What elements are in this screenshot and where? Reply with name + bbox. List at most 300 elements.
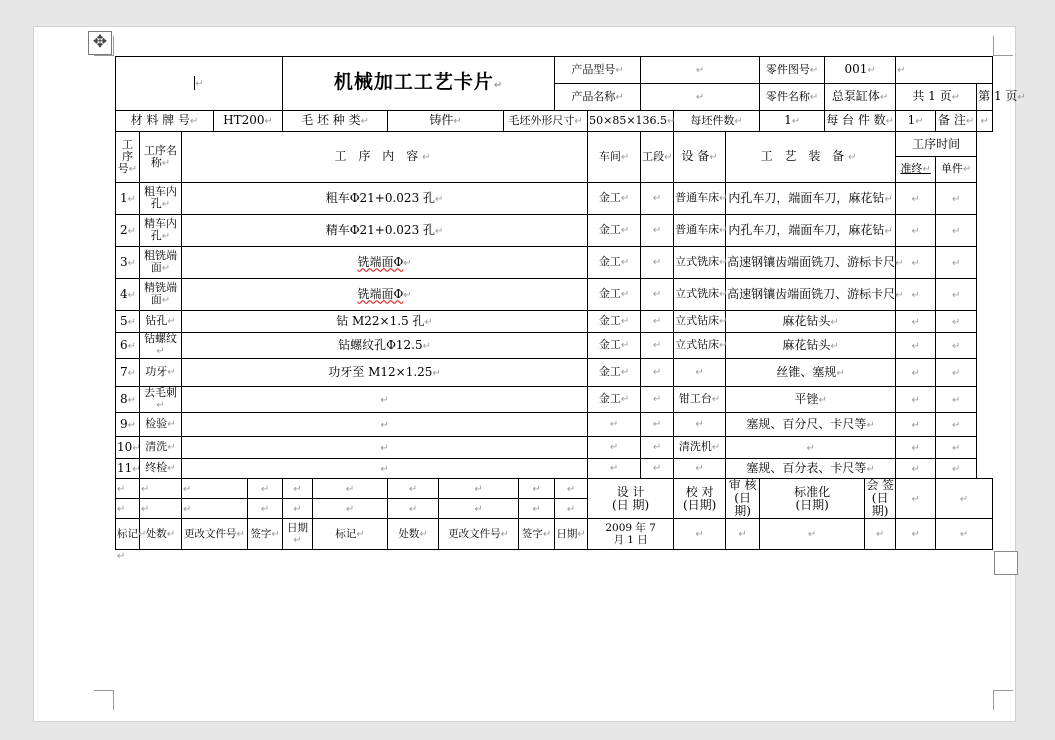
paragraph-mark: ↵: [380, 463, 389, 475]
paragraph-mark: ↵: [719, 193, 728, 204]
op-content-text: 钻 M22×1.5 孔: [336, 313, 425, 328]
footer-blank-19[interactable]: ↵: [388, 499, 439, 519]
product-model-value[interactable]: ↵: [641, 57, 760, 84]
op-content-text: 钻螺纹孔Φ12.5: [338, 337, 423, 352]
paragraph-mark: ↵: [695, 367, 704, 378]
footer-blank-17[interactable]: ↵: [283, 499, 313, 519]
op-workshop[interactable]: [588, 359, 641, 387]
paragraph-mark: ↵: [652, 394, 662, 405]
op-name[interactable]: [140, 183, 182, 215]
operation-row: [116, 459, 993, 479]
paragraph-mark: ↵: [167, 419, 176, 430]
op-no-text: 9: [119, 416, 128, 431]
material-value[interactable]: HT200↵: [214, 111, 283, 132]
op-workshop[interactable]: [588, 215, 641, 247]
op-unit-time[interactable]: [936, 437, 977, 459]
op-tooling[interactable]: [726, 459, 896, 479]
op-equipment[interactable]: [674, 413, 726, 437]
footer-blank-7[interactable]: ↵: [388, 479, 439, 499]
paragraph-mark: ↵: [380, 419, 389, 431]
paragraph-mark: ↵: [652, 367, 662, 378]
paragraph-mark: ↵: [695, 419, 704, 430]
paragraph-mark: ↵: [127, 340, 136, 352]
product-name-label: 产品名称↵: [555, 84, 641, 111]
paragraph-mark: ↵: [620, 193, 630, 204]
op-unit-time[interactable]: [936, 247, 977, 279]
op-workshop[interactable]: [588, 413, 641, 437]
paragraph-mark: ↵: [609, 463, 619, 474]
design-label: 设 计 (日 期): [588, 479, 674, 519]
paragraph-mark: ↵: [951, 394, 961, 406]
op-equipment[interactable]: [674, 333, 726, 359]
paragraph-mark: ↵: [911, 367, 920, 379]
footer-blank-23[interactable]: ↵: [896, 519, 936, 550]
col-tooling: 工 艺 装 备↵: [726, 132, 896, 183]
op-content-text: 铣端面Φ: [357, 254, 404, 269]
op-tooling[interactable]: [726, 247, 904, 279]
op-content[interactable]: [182, 311, 588, 333]
op-name[interactable]: [140, 359, 182, 387]
op-workshop-text: 金工: [598, 392, 621, 405]
op-section[interactable]: [641, 413, 674, 437]
op-equipment[interactable]: [674, 311, 726, 333]
footer-blank-20[interactable]: ↵: [439, 499, 519, 519]
page-number: 第 1 页↵: [977, 84, 993, 111]
op-content[interactable]: [182, 459, 588, 479]
op-equipment[interactable]: [674, 459, 726, 479]
operation-row: [116, 183, 993, 215]
op-section[interactable]: [641, 359, 674, 387]
op-name-text: 粗铣端面: [144, 249, 177, 274]
logo-cell[interactable]: ↵: [116, 57, 283, 111]
col-prep-time: 准终↵: [896, 157, 936, 183]
design-date[interactable]: 2009 年 7 月 1 日: [588, 519, 674, 550]
op-name-text: 去毛刺: [144, 386, 177, 399]
remark-value[interactable]: ↵: [977, 111, 993, 132]
crop-mark-bottom-left: [94, 690, 114, 710]
part-name-value[interactable]: 总泵缸体↵: [825, 84, 896, 111]
footer-blank-1[interactable]: ↵: [116, 479, 140, 499]
col-op-time: 工序时间: [896, 132, 977, 157]
op-content[interactable]: [182, 279, 588, 311]
operation-row: [116, 387, 993, 413]
op-equipment-text: 立式铣床: [675, 255, 720, 268]
op-equipment-text: 立式钻床: [675, 314, 720, 327]
paragraph-mark: ↵: [818, 394, 827, 406]
op-tooling[interactable]: [726, 183, 896, 215]
op-no[interactable]: [116, 359, 140, 387]
crop-mark-bottom-right: [993, 690, 1013, 710]
op-name[interactable]: [140, 387, 182, 413]
op-unit-time[interactable]: [936, 359, 977, 387]
op-equipment[interactable]: [674, 387, 726, 413]
op-equipment[interactable]: [674, 279, 726, 311]
paragraph-mark: ↵: [167, 463, 176, 474]
op-workshop[interactable]: [588, 333, 641, 359]
footer-blank-9[interactable]: ↵: [519, 479, 555, 499]
countersign-date[interactable]: ↵: [865, 519, 896, 550]
footer-sign-label-2: 签字↵: [519, 519, 555, 550]
paragraph-mark: ↵: [951, 225, 961, 237]
paragraph-mark: ↵: [127, 225, 136, 237]
operation-row: [116, 333, 993, 359]
op-equipment[interactable]: [674, 437, 726, 459]
footer-blank-21[interactable]: ↵: [519, 499, 555, 519]
paragraph-mark: ↵: [951, 367, 961, 379]
op-name[interactable]: [140, 311, 182, 333]
op-name[interactable]: [140, 413, 182, 437]
paragraph-mark: ↵: [620, 394, 630, 405]
op-section[interactable]: [641, 215, 674, 247]
op-workshop[interactable]: [588, 183, 641, 215]
footer-blank-14[interactable]: ↵: [140, 499, 182, 519]
paragraph-mark: ↵: [435, 193, 444, 205]
footer-count-label-1: 处数↵: [140, 519, 182, 550]
op-section[interactable]: [641, 459, 674, 479]
operation-row: [116, 279, 993, 311]
paragraph-mark: ↵: [620, 289, 630, 300]
paragraph-mark: ↵: [866, 463, 875, 475]
op-content-text: 粗车Φ21+0.023 孔: [325, 190, 436, 205]
paragraph-mark: ↵: [911, 193, 920, 205]
op-name-text: 终检: [145, 461, 168, 474]
op-equipment-text: 钳工台: [678, 392, 712, 405]
op-workshop-text: 金工: [598, 314, 621, 327]
op-unit-time[interactable]: [936, 215, 977, 247]
op-no-text: 4: [119, 286, 128, 301]
op-section[interactable]: [641, 311, 674, 333]
paragraph-mark: ↵: [652, 340, 662, 351]
paragraph-mark: ↵: [127, 316, 136, 328]
paragraph-mark: ↵: [895, 257, 904, 269]
op-no[interactable]: [116, 279, 140, 311]
op-unit-time[interactable]: [936, 183, 977, 215]
op-workshop[interactable]: [588, 279, 641, 311]
paragraph-mark: ↵: [127, 367, 136, 379]
footer-count-label-2: 处数↵: [388, 519, 439, 550]
paragraph-mark: ↵: [132, 463, 141, 475]
op-no[interactable]: [116, 437, 140, 459]
card-title: 机械加工工艺卡片↵: [283, 57, 555, 111]
footer-blank-12[interactable]: ↵: [936, 479, 993, 519]
op-workshop-text: 金工: [598, 365, 621, 378]
footer-blank-13[interactable]: ↵: [116, 499, 140, 519]
paragraph-mark: ↵: [161, 231, 171, 242]
col-unit-time: 单件↵: [936, 157, 977, 183]
op-content[interactable]: [182, 359, 588, 387]
op-no[interactable]: [116, 413, 140, 437]
op-equipment-text: 立式铣床: [675, 287, 720, 300]
op-tooling[interactable]: [726, 359, 896, 387]
paragraph-mark: ↵: [719, 340, 728, 351]
op-unit-time[interactable]: [936, 413, 977, 437]
review-label: 审 核 (日期): [726, 479, 760, 519]
footer-change-doc-label-1: 更改文件号↵: [182, 519, 248, 550]
op-prep-time[interactable]: [896, 311, 936, 333]
op-prep-time[interactable]: [896, 183, 936, 215]
op-content[interactable]: [182, 413, 588, 437]
paragraph-mark: ↵: [695, 463, 704, 474]
standard-date[interactable]: ↵: [760, 519, 865, 550]
operation-row: [116, 359, 993, 387]
paragraph-mark: ↵: [167, 316, 176, 327]
op-equipment-text: 普通车床: [675, 191, 720, 204]
paragraph-mark: ↵: [167, 442, 176, 453]
op-section[interactable]: [641, 183, 674, 215]
paragraph-mark: ↵: [884, 193, 893, 205]
footer-blank-4[interactable]: ↵: [248, 479, 283, 499]
op-prep-time[interactable]: [896, 359, 936, 387]
op-name[interactable]: [140, 247, 182, 279]
op-prep-time[interactable]: [896, 413, 936, 437]
paragraph-mark: ↵: [117, 551, 126, 562]
op-workshop-text: 金工: [598, 338, 621, 351]
op-no-text: 3: [119, 254, 128, 269]
op-tooling[interactable]: [726, 387, 896, 413]
paragraph-mark: ↵: [435, 225, 444, 237]
footer-blank-10[interactable]: ↵: [555, 479, 588, 499]
op-section[interactable]: [641, 279, 674, 311]
op-content-text: 铣端面Φ: [357, 286, 404, 301]
product-model-label: 产品型号↵: [555, 57, 641, 84]
paragraph-mark: ↵: [380, 394, 389, 406]
op-tooling-text: 内孔车刀，端面车刀，麻花钻: [728, 222, 885, 237]
table-resize-handle-icon[interactable]: [994, 551, 1018, 575]
op-no[interactable]: [116, 247, 140, 279]
paragraph-mark: ↵: [911, 257, 920, 269]
op-tooling[interactable]: [726, 311, 896, 333]
op-content[interactable]: [182, 437, 588, 459]
op-content-text: 精车Φ21+0.023 孔: [325, 222, 436, 237]
op-tooling-text: 麻花钻头: [782, 313, 831, 328]
material-label: 材 料 牌 号↵: [116, 111, 214, 132]
op-no[interactable]: [116, 311, 140, 333]
pieces-per-blank-value[interactable]: 1↵: [760, 111, 825, 132]
check-label: 校 对 (日期): [674, 479, 726, 519]
paragraph-mark: ↵: [652, 316, 662, 327]
paragraph-mark: ↵: [620, 367, 630, 378]
op-prep-time[interactable]: [896, 437, 936, 459]
op-no-text: 6: [119, 337, 128, 352]
op-name-text: 精车内孔: [144, 217, 177, 242]
op-workshop[interactable]: [588, 247, 641, 279]
op-tooling-text: 高速钢镶齿端面铣刀、游标卡尺: [727, 254, 896, 269]
footer-mark-label-2: 标记↵: [313, 519, 388, 550]
op-name[interactable]: [140, 333, 182, 359]
footer-blank-11[interactable]: ↵: [896, 479, 936, 519]
paragraph-mark: ↵: [884, 225, 893, 237]
footer-blank-16[interactable]: ↵: [248, 499, 283, 519]
op-prep-time[interactable]: [896, 387, 936, 413]
op-name[interactable]: [140, 279, 182, 311]
op-no[interactable]: [116, 459, 140, 479]
part-drawing-label: 零件图号↵: [760, 57, 825, 84]
paragraph-mark: ↵: [127, 193, 136, 205]
op-tooling-text: 塞规、百分尺、卡尺等: [746, 416, 867, 431]
pieces-per-blank-label: 每坯件数↵: [674, 111, 760, 132]
paragraph-mark: ↵: [911, 289, 920, 301]
op-tooling-text: 内孔车刀，端面车刀，麻花钻: [728, 190, 885, 205]
review-date[interactable]: ↵: [726, 519, 760, 550]
op-tooling-text: 塞规、百分表、卡尺等: [746, 460, 867, 475]
op-section[interactable]: [641, 333, 674, 359]
paragraph-mark: ↵: [652, 257, 662, 268]
paragraph-mark: ↵: [432, 367, 441, 379]
op-prep-time[interactable]: [896, 333, 936, 359]
op-workshop-text: 金工: [598, 255, 621, 268]
op-name-text: 钻孔: [145, 314, 168, 327]
op-content[interactable]: [182, 215, 588, 247]
paragraph-mark: ↵: [620, 225, 630, 236]
op-no-text: 7: [119, 364, 128, 379]
op-workshop[interactable]: [588, 387, 641, 413]
header-blank-cell[interactable]: ↵: [896, 57, 993, 84]
paragraph-mark: ↵: [167, 367, 176, 378]
footer-date-label-1: 日期↵: [283, 519, 313, 550]
paragraph-mark: ↵: [951, 340, 961, 352]
op-equipment-text: 清洗机: [678, 440, 712, 453]
per-unit-label: 每 台 件 数↵: [825, 111, 896, 132]
op-unit-time[interactable]: [936, 387, 977, 413]
op-workshop[interactable]: [588, 311, 641, 333]
paragraph-mark: ↵: [951, 257, 961, 269]
op-tooling-text: 丝锥、塞规: [776, 364, 837, 379]
paragraph-mark: ↵: [422, 340, 432, 352]
footer-blank-5[interactable]: ↵: [283, 479, 313, 499]
paragraph-mark: ↵: [719, 289, 728, 300]
blank-type-value[interactable]: 铸件↵: [388, 111, 504, 132]
op-content[interactable]: [182, 387, 588, 413]
table-move-handle-icon[interactable]: ✥: [88, 31, 112, 55]
paragraph-mark: ↵: [156, 346, 165, 357]
paragraph-mark: ↵: [866, 419, 875, 431]
crop-mark-top-right: [993, 36, 1013, 56]
op-workshop-text: 金工: [598, 223, 621, 236]
part-drawing-value[interactable]: 001↵: [825, 57, 896, 84]
op-no-text: 5: [119, 313, 128, 328]
paragraph-mark: ↵: [620, 340, 630, 351]
check-date[interactable]: ↵: [674, 519, 726, 550]
op-prep-time[interactable]: [896, 215, 936, 247]
paragraph-mark: ↵: [711, 442, 721, 453]
total-pages: 共 1 页↵: [896, 84, 977, 111]
paragraph-mark: ↵: [911, 463, 920, 475]
paragraph-mark: ↵: [911, 394, 920, 406]
op-name-text: 钻螺纹: [144, 332, 177, 345]
col-equipment: 设 备↵: [674, 132, 726, 183]
op-equipment-text: 普通车床: [675, 223, 720, 236]
paragraph-mark: ↵: [156, 400, 165, 411]
footer-sign-label-1: 签字↵: [248, 519, 283, 550]
paragraph-mark: ↵: [127, 257, 136, 269]
op-tooling[interactable]: [726, 437, 896, 459]
footer-blank-6[interactable]: ↵: [313, 479, 388, 499]
paragraph-mark: ↵: [951, 419, 961, 431]
paragraph-mark: ↵: [161, 263, 171, 274]
footer-blank-8[interactable]: ↵: [439, 479, 519, 499]
op-unit-time[interactable]: [936, 311, 977, 333]
op-tooling[interactable]: [726, 333, 896, 359]
op-equipment[interactable]: [674, 183, 726, 215]
paragraph-mark: ↵: [403, 289, 412, 301]
op-content[interactable]: [182, 183, 588, 215]
op-equipment-text: 立式钻床: [675, 338, 720, 351]
footer-blank-22[interactable]: ↵: [555, 499, 588, 519]
standard-label: 标准化 (日期): [760, 479, 865, 519]
footer-mark-label-1: 标记↵: [116, 519, 140, 550]
paragraph-mark: ↵: [895, 289, 904, 301]
paragraph-mark: ↵: [951, 463, 961, 475]
op-tooling[interactable]: [726, 215, 896, 247]
footer-blank-18[interactable]: ↵: [313, 499, 388, 519]
op-section[interactable]: [641, 387, 674, 413]
op-equipment[interactable]: [674, 247, 726, 279]
paragraph-mark: ↵: [132, 442, 141, 454]
footer-blank-15[interactable]: ↵: [182, 499, 248, 519]
paragraph-mark: ↵: [127, 289, 136, 301]
col-section: 工段↵: [641, 132, 674, 183]
op-unit-time[interactable]: [936, 279, 977, 311]
paragraph-mark: ↵: [911, 442, 920, 454]
op-prep-time[interactable]: [896, 459, 936, 479]
op-content[interactable]: [182, 333, 588, 359]
remark-label: 备 注↵: [936, 111, 977, 132]
op-unit-time[interactable]: [936, 333, 977, 359]
paragraph-mark: ↵: [127, 419, 136, 431]
product-name-value[interactable]: ↵: [641, 84, 760, 111]
op-workshop-text: 金工: [598, 191, 621, 204]
operation-row: [116, 437, 993, 459]
paragraph-mark: ↵: [951, 442, 961, 454]
paragraph-mark: ↵: [830, 340, 839, 352]
op-content[interactable]: [182, 247, 588, 279]
op-equipment[interactable]: [674, 215, 726, 247]
operation-row: [116, 413, 993, 437]
footer-blank-2[interactable]: ↵: [140, 479, 182, 499]
op-no[interactable]: [116, 215, 140, 247]
op-no[interactable]: [116, 333, 140, 359]
footer-blank-24[interactable]: ↵: [936, 519, 993, 550]
op-tooling-text: 高速钢镶齿端面铣刀、游标卡尺: [727, 286, 896, 301]
operation-row: [116, 215, 993, 247]
op-no[interactable]: [116, 183, 140, 215]
op-workshop[interactable]: [588, 459, 641, 479]
op-name[interactable]: [140, 437, 182, 459]
col-op-content: 工 序 内 容↵: [182, 132, 588, 183]
op-tooling[interactable]: [726, 279, 904, 311]
op-tooling[interactable]: [726, 413, 896, 437]
op-unit-time[interactable]: [936, 459, 977, 479]
op-no-text: 10: [117, 439, 133, 454]
paragraph-mark: ↵: [161, 199, 171, 210]
blank-size-value[interactable]: 50×85×136.5↵: [588, 111, 674, 132]
op-workshop[interactable]: [588, 437, 641, 459]
per-unit-value[interactable]: 1↵: [896, 111, 936, 132]
paragraph-mark: ↵: [719, 316, 728, 327]
op-equipment[interactable]: [674, 359, 726, 387]
op-name[interactable]: [140, 215, 182, 247]
op-section[interactable]: [641, 437, 674, 459]
paragraph-mark: ↵: [609, 419, 619, 430]
op-name[interactable]: [140, 459, 182, 479]
paragraph-mark: ↵: [652, 289, 662, 300]
footer-blank-3[interactable]: ↵: [182, 479, 248, 499]
op-no[interactable]: [116, 387, 140, 413]
op-name-text: 粗车内孔: [144, 185, 177, 210]
op-section[interactable]: [641, 247, 674, 279]
paragraph-mark: ↵: [719, 225, 728, 236]
op-no-text: 8: [119, 391, 128, 406]
